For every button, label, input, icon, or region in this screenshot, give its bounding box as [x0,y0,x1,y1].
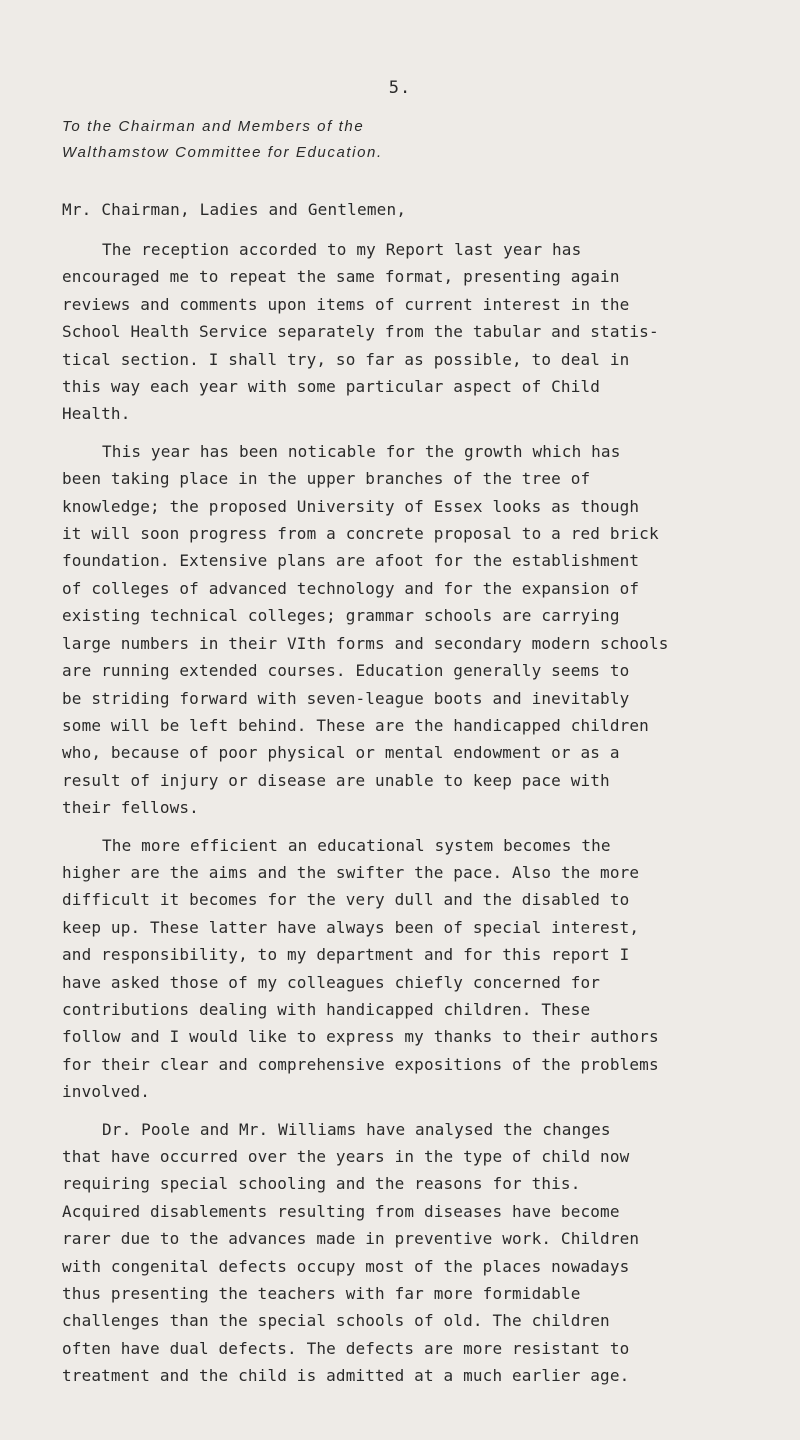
text-line: involved. [62,1082,151,1102]
text-line: knowledge; the proposed University of Essex looks as though [62,496,640,516]
text-line: School Health Service separately from the tabular and statis- [62,322,659,342]
text-line: have asked those of my colleagues chiefly concerned for [62,972,601,992]
text-line: be striding forward with seven-league boots and inevitably [62,688,630,708]
text-line: foundation. Extensive plans are afoot for the establishment [62,551,640,571]
text-line: difficult it becomes for the very dull and the disabled to [62,890,630,910]
text-line: their fellows. [62,798,199,818]
text-line: are running extended courses. Education generally seems to [62,661,630,681]
text-line: often have dual defects. The defects are more resistant to [62,1338,630,1358]
text-line: tical section. I shall try, so far as possible, to deal in [62,349,630,369]
text-line: Acquired disablements resulting from diseases have become [62,1201,620,1221]
text-line: rarer due to the advances made in preventive work. Children [62,1229,640,1249]
text-line: it will soon progress from a concrete proposal to a red brick [62,524,659,544]
paragraph [62,236,782,428]
text-line: keep up. These latter have always been of special interest, [62,917,640,937]
text-line: Health. [62,404,131,424]
paragraph [62,438,782,822]
text-line: this way each year with some particular aspect of Child [62,377,601,397]
text-line: reviews and comments upon items of current interest in the [62,294,630,314]
addressee-line: To the Chairman and Members of the [62,118,365,135]
text-line: requiring special schooling and the reasons for this. [62,1174,581,1194]
text-line: existing technical colleges; grammar schools are carrying [62,606,620,626]
text-line: some will be left behind. These are the handicapped children [62,715,649,735]
text-line: The reception accorded to my Report last year has [102,240,582,259]
text-line: treatment and the child is admitted at a much earlier age. [62,1366,630,1386]
text-line: for their clear and comprehensive expositions of the problems [62,1054,659,1074]
addressee-block [62,114,702,166]
text-line: higher are the aims and the swifter the pace. Also the more [62,862,640,882]
text-line: challenges than the special schools of old. The children [62,1311,610,1331]
salutation: Mr. Chairman, Ladies and Gentlemen, [62,200,407,219]
text-line: large numbers in their VIth forms and secondary modern schools [62,633,669,653]
letter-body [62,236,782,1400]
text-line: been taking place in the upper branches of the tree of [62,469,591,489]
text-line: with congenital defects occupy most of the places nowadays [62,1256,630,1276]
text-line: and responsibility, to my department and for this report I [62,945,630,965]
text-line: Dr. Poole and Mr. Williams have analysed the changes [102,1119,611,1139]
addressee-line: Walthamstow Committee for Education. [62,144,383,161]
paragraph [62,1116,782,1390]
text-line: thus presenting the teachers with far more formidable [62,1284,581,1304]
text-line: result of injury or disease are unable to keep pace with [62,770,610,790]
text-line: contributions dealing with handicapped children. These [62,999,591,1019]
text-line: that have occurred over the years in the type of child now [62,1147,630,1166]
text-line: The more efficient an educational system becomes the [102,835,611,855]
text-line: of colleges of advanced technology and for the expansion of [62,578,640,598]
text-line: encouraged me to repeat the same format, presenting again [62,267,620,287]
text-line: who, because of poor physical or mental endowment or as a [62,743,620,763]
text-line: follow and I would like to express my thanks to their authors [62,1027,659,1047]
text-line: This year has been noticable for the growth which has [102,441,621,461]
paragraph [62,832,782,1106]
page-number: 5. [388,78,412,98]
